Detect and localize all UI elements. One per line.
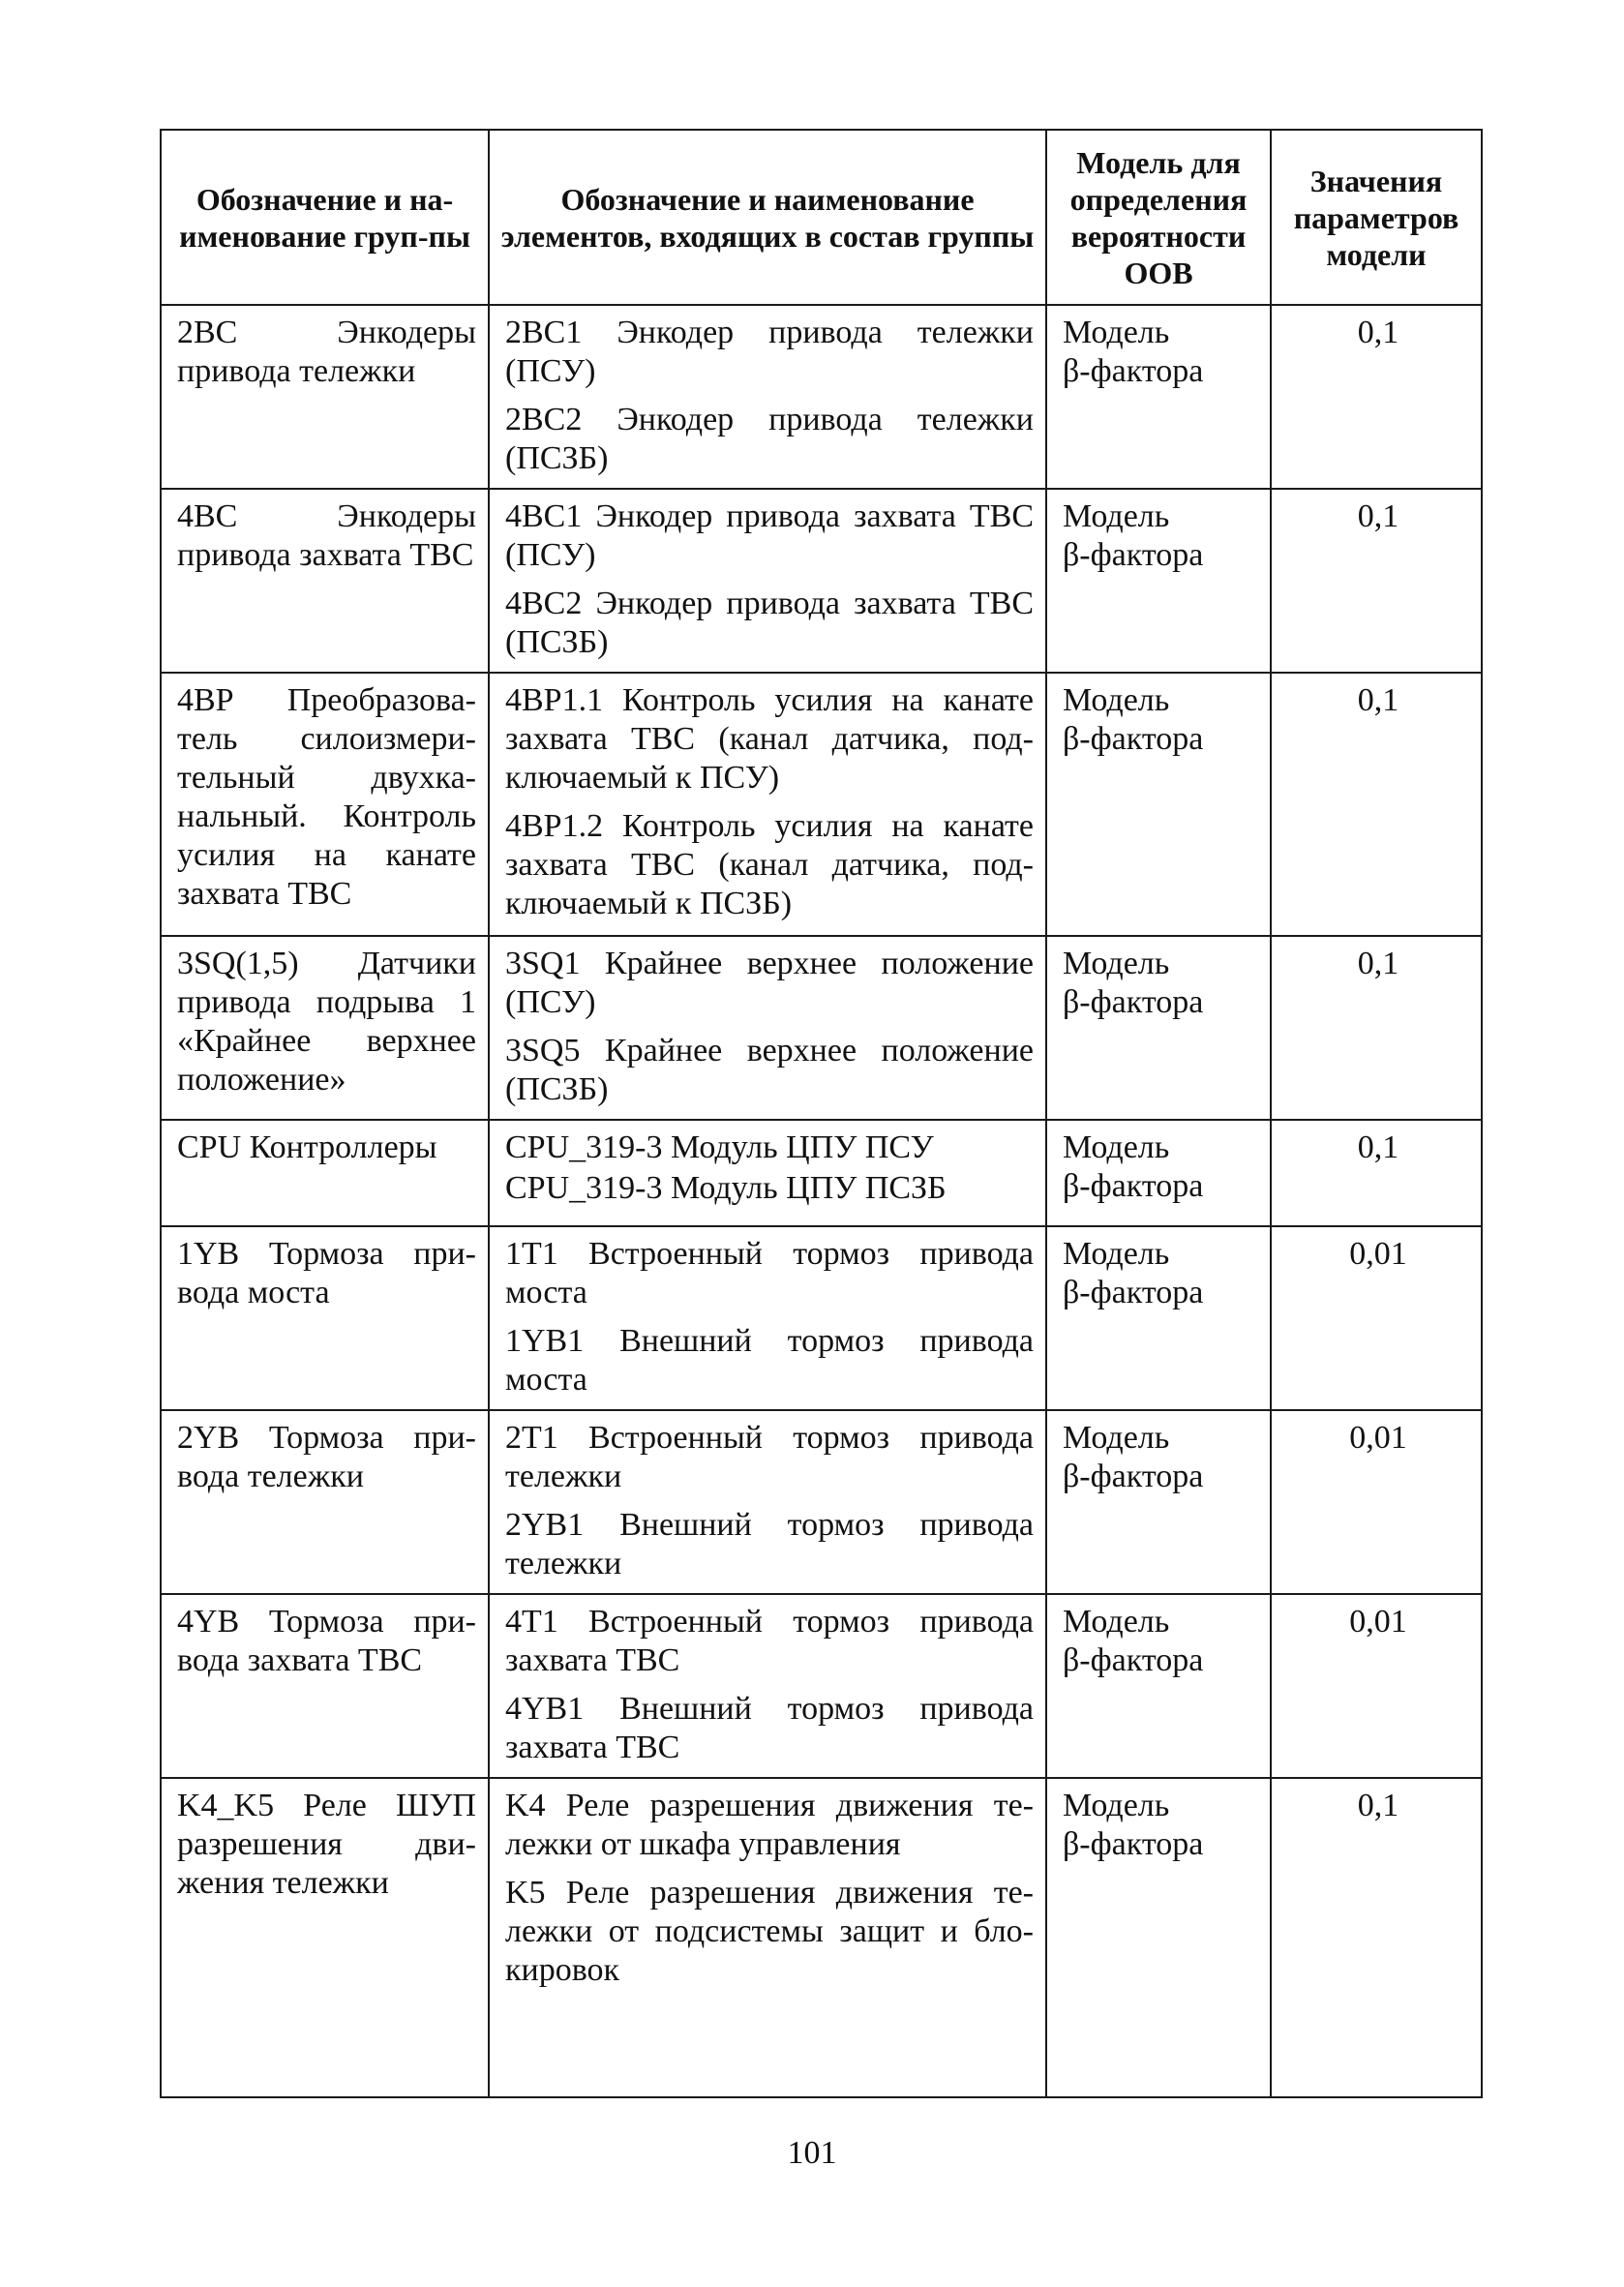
table-row [161,489,1482,673]
element-item: 2ВС1 Энкодер привода тележки (ПСУ) [505,315,1034,389]
elements-cell [489,1594,1046,1778]
value-cell: 0,1 [1271,673,1482,936]
model-line: Модель [1063,1604,1170,1640]
elements-cell [489,305,1046,489]
model-cell [1046,1410,1271,1594]
model-line: Модель [1063,682,1170,718]
page-number: 101 [787,2135,837,2171]
element-item: 1YB1 Внешний тормоз привода моста [505,1323,1034,1398]
element-item: 3SQ5 Крайнее верхнее положение (ПСЗБ) [505,1033,1034,1107]
element-item: 4ВС1 Энкодер привода захвата ТВС (ПСУ) [505,498,1034,573]
element-item: CPU_319-3 Модуль ЦПУ ПСЗБ [505,1170,947,1206]
value-cell: 0,1 [1271,1120,1482,1226]
element-item: 2ВС2 Энкодер привода тележки (ПСЗБ) [505,402,1034,476]
value-cell: 0,1 [1271,936,1482,1120]
group-cell: CPU Контроллеры [161,1120,489,1226]
group-cell: 4ВР Преобразова-тель силоизмери-тельный двухка-нальный. Контроль усилия на канате захвата ТВС [161,673,489,936]
value-cell: 0,1 [1271,489,1482,673]
table-row [161,1120,1482,1226]
model-line: Модель [1063,946,1170,981]
header-group: Обозначение и на-именование груп-пы [161,130,489,305]
model-cell [1046,489,1271,673]
group-cell: 1YB Тормоза при-вода моста [161,1226,489,1410]
model-line: β-фактора [1063,537,1204,573]
model-line: β-фактора [1063,353,1204,389]
value-cell: 0,1 [1271,305,1482,489]
group-cell: 4ВС Энкодеры привода захвата ТВС [161,489,489,673]
header-elements: Обозначение и наименование элементов, входящих в состав группы [489,130,1046,305]
value-cell: 0,1 [1271,1778,1482,2097]
table-row [161,1594,1482,1778]
element-item: 2T1 Встроенный тормоз привода тележки [505,1420,1034,1494]
model-cell [1046,305,1271,489]
model-cell [1046,1594,1271,1778]
table-row [161,936,1482,1120]
table-row [161,1226,1482,1410]
table-row [161,1778,1482,2097]
value-cell: 0,01 [1271,1226,1482,1410]
model-cell [1046,1778,1271,2097]
table-header-row [161,130,1482,305]
element-item: 3SQ1 Крайнее верхнее положение (ПСУ) [505,946,1034,1020]
element-item: 4ВР1.1 Контроль усилия на канате захвата ТВС (канал датчика, под-ключаемый к ПСУ) [505,682,1034,796]
group-cell: K4_K5 Реле ШУП разрешения дви-жения тележки [161,1778,489,2097]
model-cell [1046,1226,1271,1410]
ccf-groups-table [160,129,1483,2098]
element-item: 4ВС2 Энкодер привода захвата ТВС (ПСЗБ) [505,586,1034,660]
model-cell [1046,1120,1271,1226]
table-row [161,1410,1482,1594]
element-item: 1T1 Встроенный тормоз привода моста [505,1236,1034,1310]
model-cell [1046,936,1271,1120]
model-line: Модель [1063,1236,1170,1272]
model-line: β-фактора [1063,1826,1204,1862]
element-item: 4ВР1.2 Контроль усилия на канате захвата ТВС (канал датчика, под-ключаемый к ПСЗБ) [505,808,1034,921]
model-line: Модель [1063,1420,1170,1456]
elements-cell [489,1120,1046,1226]
elements-cell [489,673,1046,936]
group-cell: 2YB Тормоза при-вода тележки [161,1410,489,1594]
element-item: 4YB1 Внешний тормоз привода захвата ТВС [505,1691,1034,1765]
element-item: 4T1 Встроенный тормоз привода захвата ТВС [505,1604,1034,1678]
elements-cell [489,1410,1046,1594]
model-line: Модель [1063,1788,1170,1823]
model-line: Модель [1063,315,1170,350]
elements-cell [489,489,1046,673]
elements-cell [489,1226,1046,1410]
model-line: β-фактора [1063,721,1204,757]
table-row [161,305,1482,489]
model-line: β-фактора [1063,1459,1204,1494]
model-line: β-фактора [1063,984,1204,1020]
model-line: β-фактора [1063,1168,1204,1204]
model-line: β-фактора [1063,1275,1204,1310]
value-cell: 0,01 [1271,1410,1482,1594]
group-cell: 2ВС Энкодеры привода тележки [161,305,489,489]
elements-cell [489,1778,1046,2097]
model-line: Модель [1063,1129,1170,1165]
group-cell: 4YB Тормоза при-вода захвата ТВС [161,1594,489,1778]
model-cell [1046,673,1271,936]
header-values: Значения параметров модели [1271,130,1482,305]
element-item: K4 Реле разрешения движения те-лежки от шкафа управления [505,1788,1034,1862]
model-line: β-фактора [1063,1642,1204,1678]
value-cell: 0,01 [1271,1594,1482,1778]
table-row [161,673,1482,936]
model-line: Модель [1063,498,1170,534]
element-item: 2YB1 Внешний тормоз привода тележки [505,1507,1034,1581]
elements-cell [489,936,1046,1120]
header-model: Модель для определения вероятности ООВ [1046,130,1271,305]
element-item: K5 Реле разрешения движения те-лежки от подсистемы защит и бло-кировок [505,1875,1034,1988]
element-item: CPU_319-3 Модуль ЦПУ ПСУ [505,1129,934,1165]
group-cell: 3SQ(1,5) Датчики привода подрыва 1 «Крайнее верхнее положение» [161,936,489,1120]
